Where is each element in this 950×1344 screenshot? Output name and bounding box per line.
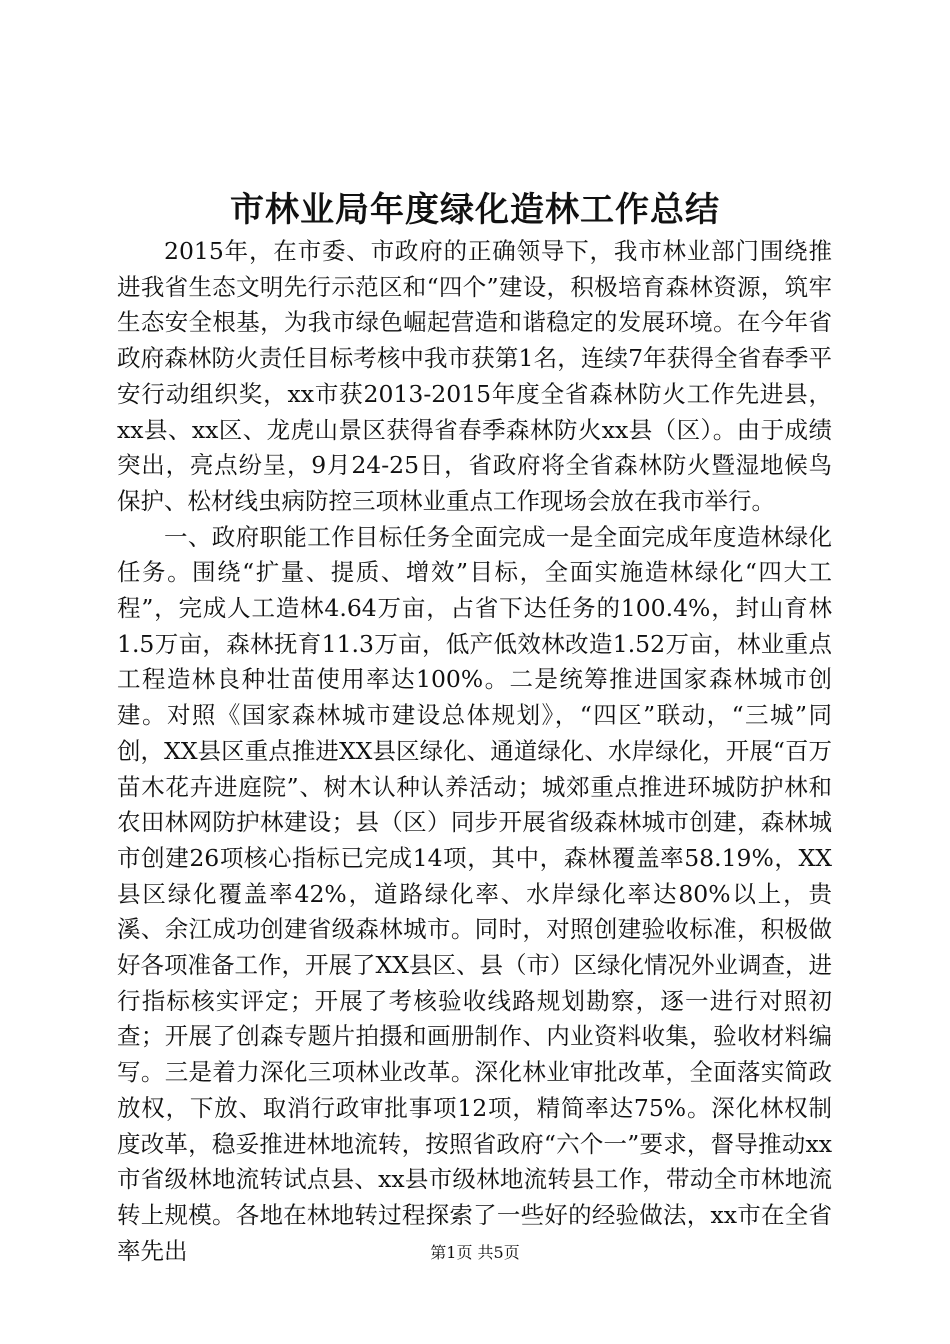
document-title: 市林业局年度绿化造林工作总结 bbox=[230, 190, 720, 230]
paragraph: 一、政府职能工作目标任务全面完成一是全面完成年度造林绿化任务。围绕“扩量、提质、增效”目标，全面实施造林绿化“四大工程”，完成人工造林4.64万亩，占省下达任务的100.4%，封山育林1.5万亩，森林抚育11.3万亩，低产低效林改造1.52万亩，林业重点工程造林良种壮苗使用率达100%。二是统筹推进国家森林城市创建。对照《国家森林城市建设总体规划》，“四区”联动，“三城”同创，XX县区重点推进XX县区绿化、通道绿化、水岸绿化，开展“百万苗木花卉进庭院”、树木认种认养活动；城郊重点推进环城防护林和农田林网防护林建设；县（区）同步开展省级森林城市创建，森林城市创建26项核心指标已完成14项，其中，森林覆盖率58.19%，XX县区绿化覆盖率42%，道路绿化率、水岸绿化率达80%以上，贵溪、余江成功创建省级森林城市。同时，对照创建验收标准，积极做好各项准备工作，开展了XX县区、县（市）区绿化情况外业调查，进行指标核实评定；开展了考核验收线路规划勘察，逐一进行对照初查；开展了创森专题片拍摄和画册制作、内业资料收集，验收材料编写。三是着力深化三项林业改革。深化林业审批改革，全面落实简政放权，下放、取消行政审批事项12项，精简率达75%。深化林权制度改革，稳妥推进林地流转，按照省政府“六个一”要求，督导推动xx市省级林地流转试点县、xx县市级林地流转县工作，带动全市林地流转上规模。各地在林地转过程探索了一些好的经验做法，xx市在全省率先出 bbox=[117, 522, 832, 1265]
document-body bbox=[117, 234, 832, 1269]
paragraph: 2015年，在市委、市政府的正确领导下，我市林业部门围绕推进我省生态文明先行示范区和“四个”建设，积极培育森林资源，筑牢生态安全根基，为我市绿色崛起营造和谐稳定的发展环境。在今年省政府森林防火责任目标考核中我市获第1名，连续7年获得全省春季平安行动组织奖，xx市获2013-2015年度全省森林防火工作先进县，xx县、xx区、龙虎山景区获得省春季森林防火xx县（区）。由于成绩突出，亮点纷呈，9月24-25日，省政府将全省森林防火暨湿地候鸟保护、松材线虫病防控三项林业重点工作现场会放在我市举行。 bbox=[117, 237, 832, 515]
page-footer: 第1页 共5页 bbox=[430, 1243, 520, 1262]
